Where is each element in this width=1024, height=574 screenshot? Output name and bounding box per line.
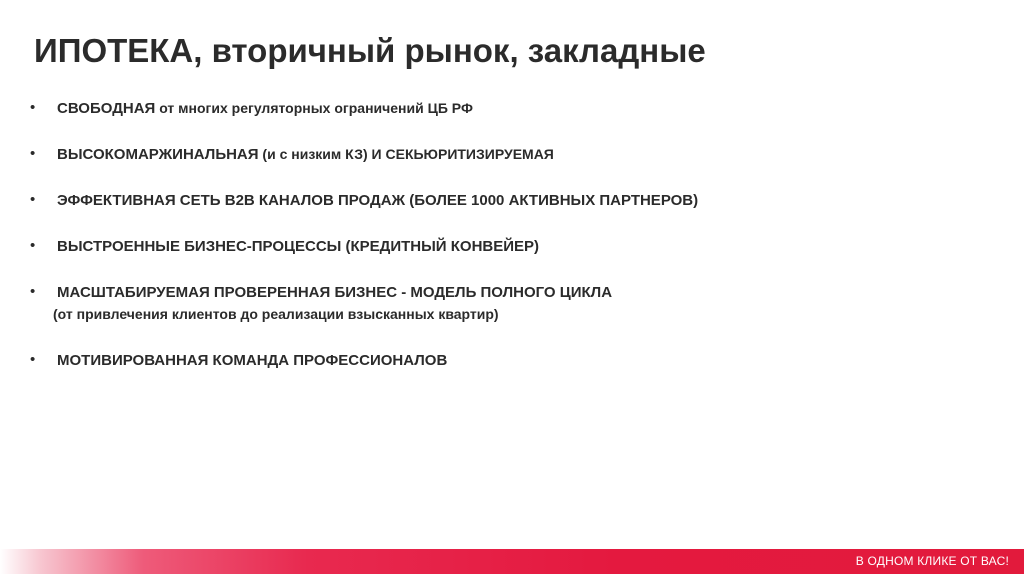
- bullet-rest: (и с низким КЗ) И СЕКЬЮРИТИЗИРУЕМАЯ: [258, 146, 554, 162]
- bullet-lead: СВОБОДНАЯ: [57, 100, 156, 117]
- bullet-icon: •: [30, 99, 36, 116]
- bullet-rest: от многих регуляторных ограничений ЦБ РФ: [155, 100, 473, 116]
- bullet-lead: ВЫСОКОМАРЖИНАЛЬНАЯ: [57, 146, 259, 163]
- footer-bar: [0, 549, 1024, 574]
- bullet-icon: •: [30, 191, 36, 208]
- bullet-lead: ВЫСТРОЕННЫЕ БИЗНЕС-ПРОЦЕССЫ (КРЕДИТНЫЙ КОНВЕЙЕР): [57, 238, 540, 255]
- slide-title: ИПОТЕКА, вторичный рынок, закладные: [34, 32, 706, 69]
- footer-tagline: В ОДНОМ КЛИКЕ ОТ ВАС!: [855, 554, 1009, 568]
- bullet-icon: •: [30, 351, 36, 368]
- bullet-text: [57, 190, 698, 211]
- bullet-text: [57, 144, 554, 165]
- bullet-lead: МОТИВИРОВАННАЯ КОМАНДА ПРОФЕССИОНАЛОВ: [57, 352, 448, 369]
- bullet-text: [57, 350, 447, 371]
- bullet-lead: МАСШТАБИРУЕМАЯ ПРОВЕРЕННАЯ БИЗНЕС - МОДЕЛЬ ПОЛНОГО ЦИКЛА: [57, 284, 613, 301]
- bullet-subtext: (от привлечения клиентов до реализации взысканных квартир): [53, 306, 499, 322]
- bullet-lead: ЭФФЕКТИВНАЯ СЕТЬ B2B КАНАЛОВ ПРОДАЖ (БОЛЕЕ 1000 АКТИВНЫХ ПАРТНЕРОВ): [57, 192, 699, 209]
- bullet-text: [57, 282, 612, 303]
- bullet-icon: •: [30, 237, 36, 254]
- bullet-text: [57, 236, 539, 257]
- bullet-text: [57, 98, 473, 119]
- bullet-icon: •: [30, 283, 36, 300]
- bullet-icon: •: [30, 145, 36, 162]
